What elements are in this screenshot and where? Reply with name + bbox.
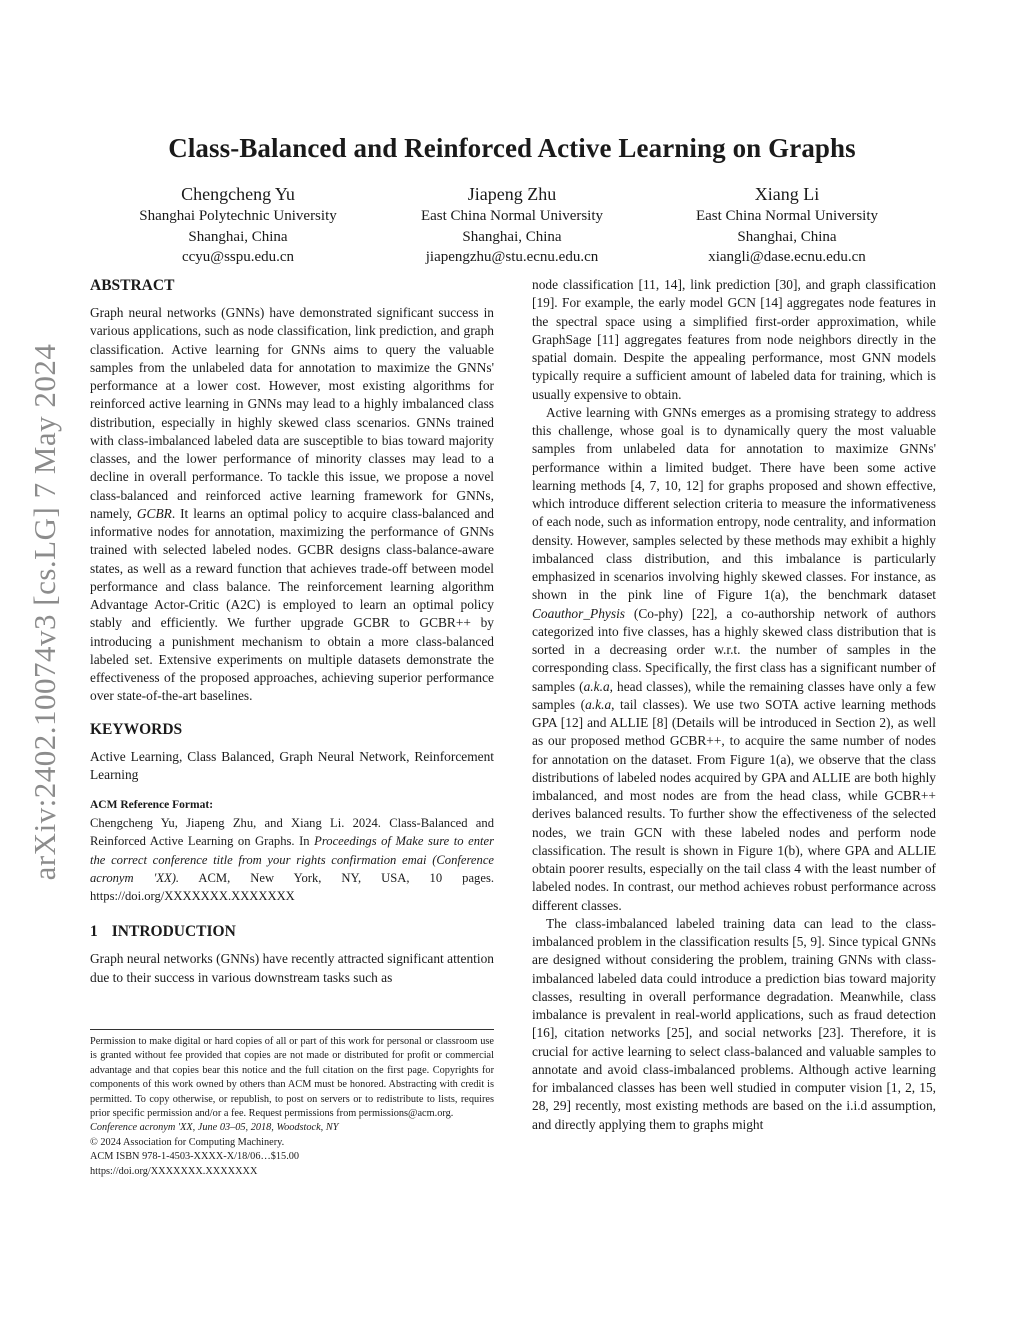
- abstract-text-part: . It learns an optimal policy to acquire class-balanced and informative nodes for annotation, maximizing the performance of GNNs trained with selected labeled nodes. GCBR designs class-balance-aware states, as well as a reward function that achieves trade-off between model performance and class balance. The reinforcement learning algorithm Advantage Actor-Critic (A2C) is employed to learn an optimal policy stably and efficiently. We further upgrade GCBR to GCBR++ by introducing a punishment mechanism to obtain a more class-balanced labeled set. Extensive experiments on multiple datasets demonstrate the effectiveness of the proposed approaches, achieving superior performance over state-of-the-art baselines.: [90, 505, 494, 704]
- acm-reference-text: [90, 814, 494, 905]
- conference-venue: Conference acronym 'XX, June 03–05, 2018, Woodstock, NY: [90, 1122, 339, 1134]
- arxiv-identifier: arXiv:2402.10074v3 [cs.LG] 7 May 2024: [27, 343, 62, 881]
- author-affiliation: Shanghai Polytechnic University: [139, 208, 337, 224]
- section-number: 1: [90, 923, 98, 941]
- author-email: jiapengzhu@stu.ecnu.edu.cn: [425, 249, 599, 265]
- copyright-footnote: [90, 1029, 494, 1179]
- doi-line: https://doi.org/XXXXXXX.XXXXXXX: [90, 1165, 258, 1177]
- reference-text-part: Chengcheng Yu, Jiapeng Zhu, and Xiang Li. 2024. Class-Balanced and Reinforced Active Learning on Graphs. In: [90, 816, 494, 849]
- abstract-text-part: Graph neural networks (GNNs) have demonstrated significant success in various applications, such as node classification, link prediction, and graph classification. Active learning for GNNs aims to query the valuable samples from the unlabeled data for annotation to maximize the GNNs' performance at a lower cost. However, most existing algorithms for reinforced active learning in GNNs may lead to a highly imbalanced class distribution, especially in highly skewed class scenarios. GNNs trained with class-imbalanced labeled data are susceptible to bias toward majority classes, and the lower performance of minority classes may lead to a decline in overall performance. To tackle this issue, we propose a novel class-balanced and reinforced active learning framework for GNNs, namely,: [90, 305, 494, 521]
- author-location: Shanghai, China: [737, 228, 837, 245]
- abbreviation: a.k.a: [585, 696, 612, 712]
- author-location: Shanghai, China: [462, 228, 562, 245]
- introduction-heading: [90, 921, 494, 943]
- abbreviation: a.k.a: [583, 678, 610, 694]
- abstract-heading: ABSTRACT: [90, 277, 175, 294]
- method-name: GCBR: [136, 505, 172, 521]
- author-name: Jiapeng Zhu: [467, 184, 557, 204]
- introduction-paragraph-3: The class-imbalanced labeled training data can lead to the class-imbalanced problem in the classification results [5, 9]. Since typical GNNs are designed without considering the problem, training GNNs with class-imbalanced labeled data could introduce a prediction bias toward majority classes, resulting in overall performance degradation. Meanwhile, class imbalance is prevalent in real-world applications, such as fraud detection [16], citation networks [25], and social networks [23]. Therefore, it is crucial for active learning to select class-balanced and valuable samples to annotate and avoid class-imbalanced problems. Although active learning for imbalanced classes has been well studied in computer vision [1, 2, 15, 28, 29] recently, most existing methods are based on the i.i.d assumption, and directly applying them to graphs might: [532, 915, 936, 1132]
- introduction-paragraph-2: [532, 404, 936, 915]
- abstract-text: [90, 304, 494, 706]
- permission-notice: Permission to make digital or hard copies of all or part of this work for personal or classroom use is granted without fee provided that copies are not made or distributed for profit or commercial advantage and that copies bear this notice and the full citation on the first page. Copyrights for components of this work owned by others than ACM must be honored. Abstracting with credit is permitted. To copy otherwise, or republish, to post on servers or to redistribute to lists, requires prior specific permission and/or a fee. Request permissions from permissions@acm.org.: [90, 1036, 494, 1120]
- isbn-line: ACM ISBN 978-1-4503-XXXX-X/18/06…$15.00: [90, 1151, 300, 1163]
- introduction-text-left: Graph neural networks (GNNs) have recently attracted significant attention due to their success in various downstream tasks such as: [90, 951, 494, 985]
- paragraph-text-part: (Co-phy) [22], a co-authorship network of authors categorized into five classes, has a highly skewed class distribution that is sorted in a decreasing order w.r.t. the number of samples in the corresponding class. Specifically, the first class has a significant number of samples (: [532, 605, 936, 694]
- dataset-name: Coauthor_Physis: [532, 605, 625, 621]
- author-name: Chengcheng Yu: [181, 184, 295, 204]
- paragraph-text-part: , head classes), while the remaining classes have only a few samples (: [532, 678, 936, 712]
- paper-title: Class-Balanced and Reinforced Active Learning on Graphs: [168, 133, 856, 163]
- author-name: Xiang Li: [754, 184, 820, 204]
- keywords-heading: KEYWORDS: [90, 720, 183, 738]
- author-block-1: [88, 182, 388, 268]
- paragraph-text-part: , tail classes). We use two SOTA active learning methods GPA [12] and ALLIE [8] (Details will be introduced in Section 2), as well as our proposed method GCBR++, to acquire the same number of nodes for annotation on the dataset. From Figure 1(a), we observe that the class distributions of labeled nodes acquired by GPA and ALLIE are both highly imbalanced, and most nodes are from the head class, while GCBR++ derives balanced results. To further show the effectiveness of the selected nodes, we train GCN with these labeled nodes and perform node classification. The result is shown in Figure 1(b), where GPA and ALLIE obtain poorer results, especially on the tail class 4 with the least number of labeled nodes. In contrast, our method achieves robust performance across different classes.: [532, 696, 936, 913]
- author-email: xiangli@dase.ecnu.edu.cn: [708, 249, 866, 265]
- reference-venue: Proceedings of Make sure to enter the correct conference title from your rights confirmation emai (Conference acronym 'XX).: [90, 834, 494, 885]
- author-affiliation: East China Normal University: [695, 208, 879, 224]
- author-affiliation: East China Normal University: [420, 208, 604, 224]
- right-column: [532, 276, 936, 1134]
- reference-text-part: ACM, New York, NY, USA, 10 pages. https://doi.org/XXXXXXX.XXXXXXX: [90, 870, 494, 903]
- keywords-text: Active Learning, Class Balanced, Graph Neural Network, Reinforcement Learning: [90, 748, 494, 782]
- author-email: ccyu@sspu.edu.cn: [181, 249, 295, 265]
- copyright-line: © 2024 Association for Computing Machinery.: [90, 1136, 285, 1148]
- author-location: Shanghai, China: [188, 228, 288, 245]
- author-block-3: [637, 182, 937, 268]
- author-block-2: [362, 182, 662, 268]
- paragraph-text-part: Active learning with GNNs emerges as a promising strategy to address this challenge, whose goal is to dynamically query the most valuable samples from unlabeled data for annotation to maximize GNNs' performance within a limited budget. There have been some active learning methods [4, 7, 10, 12] for graphs proposed and shown effective, which introduce different selection criteria to measure the informativeness of each node, such as information entropy, node centrality, and information density. However, samples selected by these methods may exhibit a highly imbalanced class distribution, and this imbalance is particularly emphasized in scenarios involving highly skewed classes. For instance, as shown in the pink line of Figure 1(a), the benchmark dataset: [532, 404, 936, 603]
- introduction-paragraph-1: node classification [11, 14], link prediction [30], and graph classification [19]. For example, the early model GCN [14] aggregates node features in the spectral space using a simplified first-order approximation, while GraphSage [11] aggregates features from node neighbors directly in the spatial domain. Despite the appealing performance, most GNN models typically require a sufficient amount of labeled data for training, which is usually expensive to obtain.: [532, 277, 936, 402]
- section-title: INTRODUCTION: [111, 923, 236, 941]
- left-column: [90, 275, 494, 987]
- acm-reference-heading: ACM Reference Format:: [90, 799, 214, 811]
